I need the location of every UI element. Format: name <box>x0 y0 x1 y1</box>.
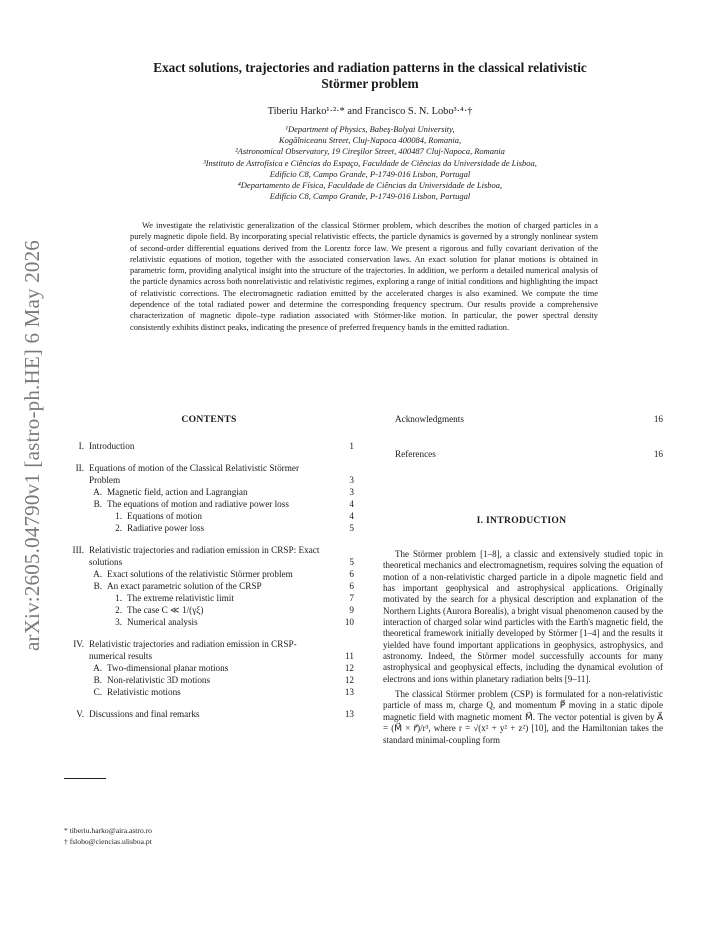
toc-page-number: 7 <box>349 593 354 603</box>
toc-entry-title: Exact solutions of the relativistic Störmer problem <box>107 569 293 579</box>
toc-entry[interactable] <box>64 510 354 522</box>
toc-entry-title: Numerical analysis <box>127 617 198 627</box>
toc-entry-title: Relativistic trajectories and radiation emission in CRSP: Exact solutions <box>89 545 320 567</box>
toc-entry-references[interactable] <box>395 449 663 459</box>
toc-entry[interactable] <box>64 544 354 568</box>
toc-entry-title: Radiative power loss <box>127 523 205 533</box>
toc-page-number: 12 <box>344 675 354 685</box>
toc-entry-title: An exact parametric solution of the CRSP <box>107 581 262 591</box>
toc-entry[interactable] <box>64 604 354 616</box>
intro-paragraph: The classical Störmer problem (CSP) is formulated for a non-relativistic particle of mass m, charge Q, and momentum P⃗ moving in a static dipole magnetic field with magnetic moment M⃗. The vector potential is given by A⃗ = (M⃗ × r⃗)/r³, where r = √(x² + y² + z²) [10], and the Hamiltonian takes the standard minimal-coupling form <box>383 689 663 745</box>
toc-entry-title: References <box>395 449 436 459</box>
toc-entry-number: A. <box>93 569 102 579</box>
affiliation-line: Edifício C8, Campo Grande, P-1749-016 Lisbon, Portugal <box>269 191 471 202</box>
affiliation-line: ¹Department of Physics, Babeş-Bolyai University, <box>285 124 455 134</box>
toc-entry-title: Non-relativistic 3D motions <box>107 675 211 685</box>
toc-entry-acknowledgments[interactable] <box>395 414 663 424</box>
toc-entry-number: B. <box>93 675 102 685</box>
toc-page-number: 13 <box>344 687 354 697</box>
toc-entry-number: V. <box>76 709 84 719</box>
toc-page-number: 9 <box>349 605 354 615</box>
toc-page-number: 4 <box>349 511 354 521</box>
affiliation-line: Edifício C8, Campo Grande, P-1749-016 Lisbon, Portugal <box>269 168 471 179</box>
toc-page-number: 5 <box>349 557 354 567</box>
toc-entry-number: IV. <box>73 639 84 649</box>
footnote-rule <box>64 778 106 779</box>
author-list: Tiberiu Harko¹·²·* and Francisco S. N. Lobo³·⁴·† <box>267 106 473 117</box>
toc-entry-number: B. <box>93 581 102 591</box>
toc-entry-title: Introduction <box>89 441 135 451</box>
toc-entry-number: 1. <box>115 593 122 603</box>
title-line-1: Exact solutions, trajectories and radiation patterns in the classical relativistic <box>153 60 587 75</box>
toc-entry[interactable] <box>64 568 354 580</box>
footnote-email-harko: * tiberiu.harko@aira.astro.ro <box>64 826 152 835</box>
toc-entry[interactable] <box>64 498 354 510</box>
toc-entry[interactable] <box>64 638 354 662</box>
toc-entry-title: Relativistic motions <box>107 687 181 697</box>
toc-entry[interactable] <box>64 708 354 720</box>
toc-entry-number: 1. <box>115 511 122 521</box>
abstract <box>130 220 598 333</box>
toc-entry-title: Acknowledgments <box>395 414 464 424</box>
toc-page-number: 6 <box>349 581 354 591</box>
toc-page-number: 3 <box>349 487 354 497</box>
toc-page-number: 5 <box>349 523 354 533</box>
toc-entry-number: 3. <box>115 617 122 627</box>
toc-page-number: 3 <box>349 475 354 485</box>
toc-entry-title: The equations of motion and radiative power loss <box>107 499 289 509</box>
section-heading-introduction: I. INTRODUCTION <box>476 515 567 526</box>
abstract-text: We investigate the relativistic generalization of the classical Störmer problem, which describes the motion of charged particles in a purely magnetic dipole field. By incorporating special relativistic effects, the particle dynamics is governed by a strongly nonlinear system of second-order differential equations derived from the Lorentz force law. We present a rigorous and fully covariant derivation of the relativistic equations of motion, together with the associated conservation laws. An exact solution for planar motions is obtained in parametric form, providing analytical insight into the structure of the trajectories. In addition, we perform a detailed numerical analysis of the particle dynamics across both nonrelativistic and relativistic regimes, exploring a range of initial conditions and highlighting the impact of relativistic corrections. The electromagnetic radiation emitted by the accelerated charges is also examined. We compute the time dependence of the total radiated power and determine the corresponding frequency spectrum. Our results provide a comprehensive characterization of magnetic dipole–type radiation associated with Störmer-like motion. In particular, the power spectral density consistently exhibits distinct peaks, indicating the presence of preferred frequency bands in the emitted radiation. <box>130 221 598 332</box>
toc-entry-number: A. <box>93 487 102 497</box>
toc-entry-number: II. <box>75 463 84 473</box>
intro-paragraph: The Störmer problem [1–8], a classic and extensively studied topic in theoretical mechanics and electromagnetism, requires solving the equation of motion of a non-relativistic charged particle in a dipole magnetic field and has important geophysical and astrophysical applications. Originally motivated by the search for a physical description and explanation of the Northern Lights (Aurora Borealis), a bright visual phenomenon caused by the interaction of charged solar wind particles with the Earth's magnetic field, the theoretical framework initially developed by Störmer [1–4] and the results it yielded have found important applications in geophysics, astrophysics, and astronomy. Indeed, the Störmer model successfully accounts for many astrophysical and geophysical effects, including the dynamical evolution of electrons and ions within planetary radiation belts [9–11]. <box>383 549 663 684</box>
toc-page-number: 16 <box>653 414 663 424</box>
toc-page-number: 1 <box>349 441 354 451</box>
toc-entry-number: III. <box>72 545 84 555</box>
toc-page-number: 6 <box>349 569 354 579</box>
toc-entry[interactable] <box>64 522 354 534</box>
toc-entry-title: The case C ≪ 1/(γξ) <box>127 605 204 615</box>
arxiv-identifier-stamp <box>8 235 58 655</box>
toc-entry-title: Equations of motion <box>127 511 203 521</box>
toc-entry[interactable] <box>64 486 354 498</box>
toc-entry[interactable] <box>64 674 354 686</box>
toc-entry-title: Relativistic trajectories and radiation emission in CRSP-numerical results <box>89 639 297 661</box>
toc-page-number: 10 <box>344 617 354 627</box>
contents-heading: CONTENTS <box>181 414 237 425</box>
toc-entry-number: 2. <box>115 605 122 615</box>
toc-page-number: 4 <box>349 499 354 509</box>
toc-entry-number: I. <box>78 441 84 451</box>
toc-entry-title: Magnetic field, action and Lagrangian <box>107 487 248 497</box>
arxiv-stamp-text: arXiv:2605.04790v1 [astro-ph.HE] 6 May 2026 <box>20 239 45 651</box>
toc-page-number: 13 <box>344 709 354 719</box>
affiliations <box>80 124 660 202</box>
toc-page-number: 16 <box>653 449 663 459</box>
affiliation-line: ⁴Departamento de Física, Faculdade de Ciências da Universidade de Lisboa, <box>237 180 503 191</box>
toc-entry-number: B. <box>93 499 102 509</box>
toc-entry-title: Discussions and final remarks <box>89 709 200 719</box>
affiliation-line: Kogălniceanu Street, Cluj-Napoca 400084, Romania, <box>278 135 462 146</box>
toc-page-number: 12 <box>344 663 354 673</box>
toc-entry[interactable] <box>64 440 354 452</box>
toc-entry-title: Equations of motion of the Classical Relativistic Störmer Problem <box>89 463 300 485</box>
toc-entry-number: A. <box>93 663 102 673</box>
toc-entry[interactable] <box>64 592 354 604</box>
toc-entry-title: Two-dimensional planar motions <box>107 663 229 673</box>
toc-entry[interactable] <box>64 580 354 592</box>
introduction-body <box>383 549 663 750</box>
affiliation-line: ²Astronomical Observatory, 19 Cireşilor Street, 400487 Cluj-Napoca, Romania <box>235 146 505 157</box>
toc-entry[interactable] <box>64 686 354 698</box>
toc-page-number: 11 <box>345 651 354 661</box>
toc-entry-title: The extreme relativistic limit <box>127 593 234 603</box>
footnote-email-lobo: † fslobo@ciencias.ulisboa.pt <box>64 836 152 846</box>
toc-entry[interactable] <box>64 462 354 486</box>
title-line-2: Störmer problem <box>321 76 419 91</box>
toc-entry[interactable] <box>64 616 354 628</box>
affiliation-line: ³Instituto de Astrofísica e Ciências do Espaço, Faculdade de Ciências da Universidade de Lisboa, <box>203 157 537 168</box>
toc-entry[interactable] <box>64 662 354 674</box>
toc-entry-number: 2. <box>115 523 122 533</box>
paper-title <box>80 60 660 92</box>
toc-entry-number: C. <box>93 687 102 697</box>
footnotes <box>64 826 152 847</box>
table-of-contents <box>64 440 354 720</box>
